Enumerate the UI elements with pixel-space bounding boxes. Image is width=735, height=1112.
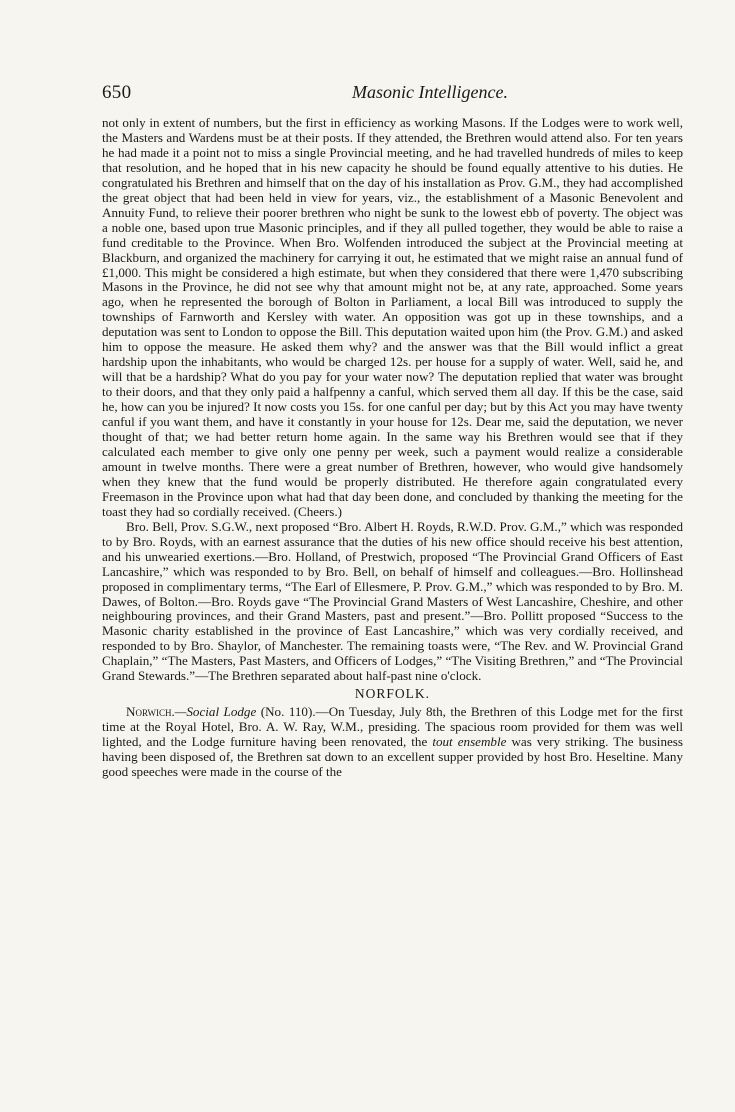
running-title: Masonic Intelligence.: [352, 82, 508, 102]
section-heading: NORFOLK.: [354, 686, 431, 702]
article-body: [102, 116, 683, 780]
page-number: 650: [102, 82, 132, 103]
paragraph-continued: not only in extent of numbers, but the first in efficiency as working Masons. If the Lodges were to work well, the Masters and Wardens must be at their posts. If they attended, the Brethren would attend also. For ten years he had made it a point not to miss a single Provincial meeting, and he had travelled hundreds of miles to keep that resolution, and he hoped that in his new capacity he should be found equally attentive to his duties. He congratulated his Brethren and himself that on the day of his installation as Prov. G.M., they had accomplished the great object that had been held in view for years, viz., the establishment of a Masonic Benevolent and Annuity Fund, to relieve their poorer brethren who night be sunk to the lowest ebb of poverty. The object was a noble one, based upon true Masonic principles, and if they all pulled together, they would be able to raise a fund creditable to the Province. When Bro. Wolfenden introduced the subject at the Provincial meeting at Blackburn, and organized the machinery for carrying it out, he estimated that we might raise an annual fund of £1,000. This might be considered a high estimate, but when they considered that there were 1,470 subscribing Masons in the Province, he did not see why that amount might not be, at any rate, approached. Some years ago, when he represented the borough of Bolton in Parliament, a local Bill was introduced to supply the townships of Farnworth and Kersley with water. An opposition was got up in these townships, and a deputation was sent to London to oppose the Bill. This deputation waited upon him (the Prov. G.M.) and asked him to oppose the measure. He asked them why? and the answer was that the Bill would inflict a great hardship upon the inhabitants, who would be charged 12s. per house for a supply of water. Well, said he, and will that be a hardship? What do you pay for your water now? The deputation replied that water was brought to their doors, and that they only paid a halfpenny a canful, which served them all day. If this be the case, said he, how can you be injured? It now costs you 15s. for one canful per day; but by this Act you may have twenty canful if you want them, and have it constantly in your house for 12s. Dear me, said the deputation, we never thought of that; we had better return home again. In the same way his Brethren would see that if they calculated each member to give only one penny per week, such a payment would realize a considerable amount in twelve months. There were a great number of Brethren, however, who would give handsomely when they knew that the fund would be properly distributed. He therefore again congratulated every Freemason in the Province upon what had that day been done, and concluded by thanking the meeting for the toast they had so cordially received. (Cheers.): [102, 115, 683, 519]
place-name: Norwich.: [126, 704, 175, 720]
paragraph-norwich-text: (No. 110).—On Tuesday, July 8th, the Brethren of this Lodge met for the first time at the Royal Hotel, Bro. A. W. Ray, W.M., presiding. The spacious room provided for them was well lighted, and the Lodge furniture having been renovated, the: [102, 704, 683, 750]
paragraph-toasts: Bro. Bell, Prov. S.G.W., next proposed “Bro. Albert H. Royds, R.W.D. Prov. G.M.,” which was responded to by Bro. Royds, with an earnest assurance that the duties of his new office should receive his best attention, and his unwearied exertions.—Bro. Holland, of Prestwich, proposed “The Provincial Grand Officers of East Lancashire,” which was responded to by Bro. Bell, on behalf of himself and colleagues.—Bro. Hollinshead proposed in complimentary terms, “The Earl of Ellesmere, P. Prov. G.M.,” which was responded to by Bro. M. Dawes, of Bolton.—Bro. Royds gave “The Provincial Grand Masters of West Lancashire, Cheshire, and other neighbouring provinces, and their Grand Masters, past and present.”—Bro. Pollitt proposed “Success to the Masonic charity established in the province of East Lancashire,” which was very cordially received, and responded to by Bro. Shaylor, of Manchester. The remaining toasts were, “The Rev. and W. Provincial Grand Chaplain,” “The Masters, Past Masters, and Officers of Lodges,” “The Visiting Brethren,” and “The Provincial Grand Stewards.”—The Brethren separated about half-past nine o'clock.: [102, 518, 683, 684]
paragraph-norwich-end: was very striking. The business having been disposed of, the Brethren sat down to an excellent supper provided by host Bro. Heseltine. Many good speeches were made in the course of the: [102, 734, 683, 780]
italic-phrase: tout ensemble: [432, 734, 507, 750]
lodge-name: —Social Lodge: [174, 704, 257, 720]
paragraph-norwich: [102, 705, 683, 780]
page-header: [102, 82, 683, 104]
